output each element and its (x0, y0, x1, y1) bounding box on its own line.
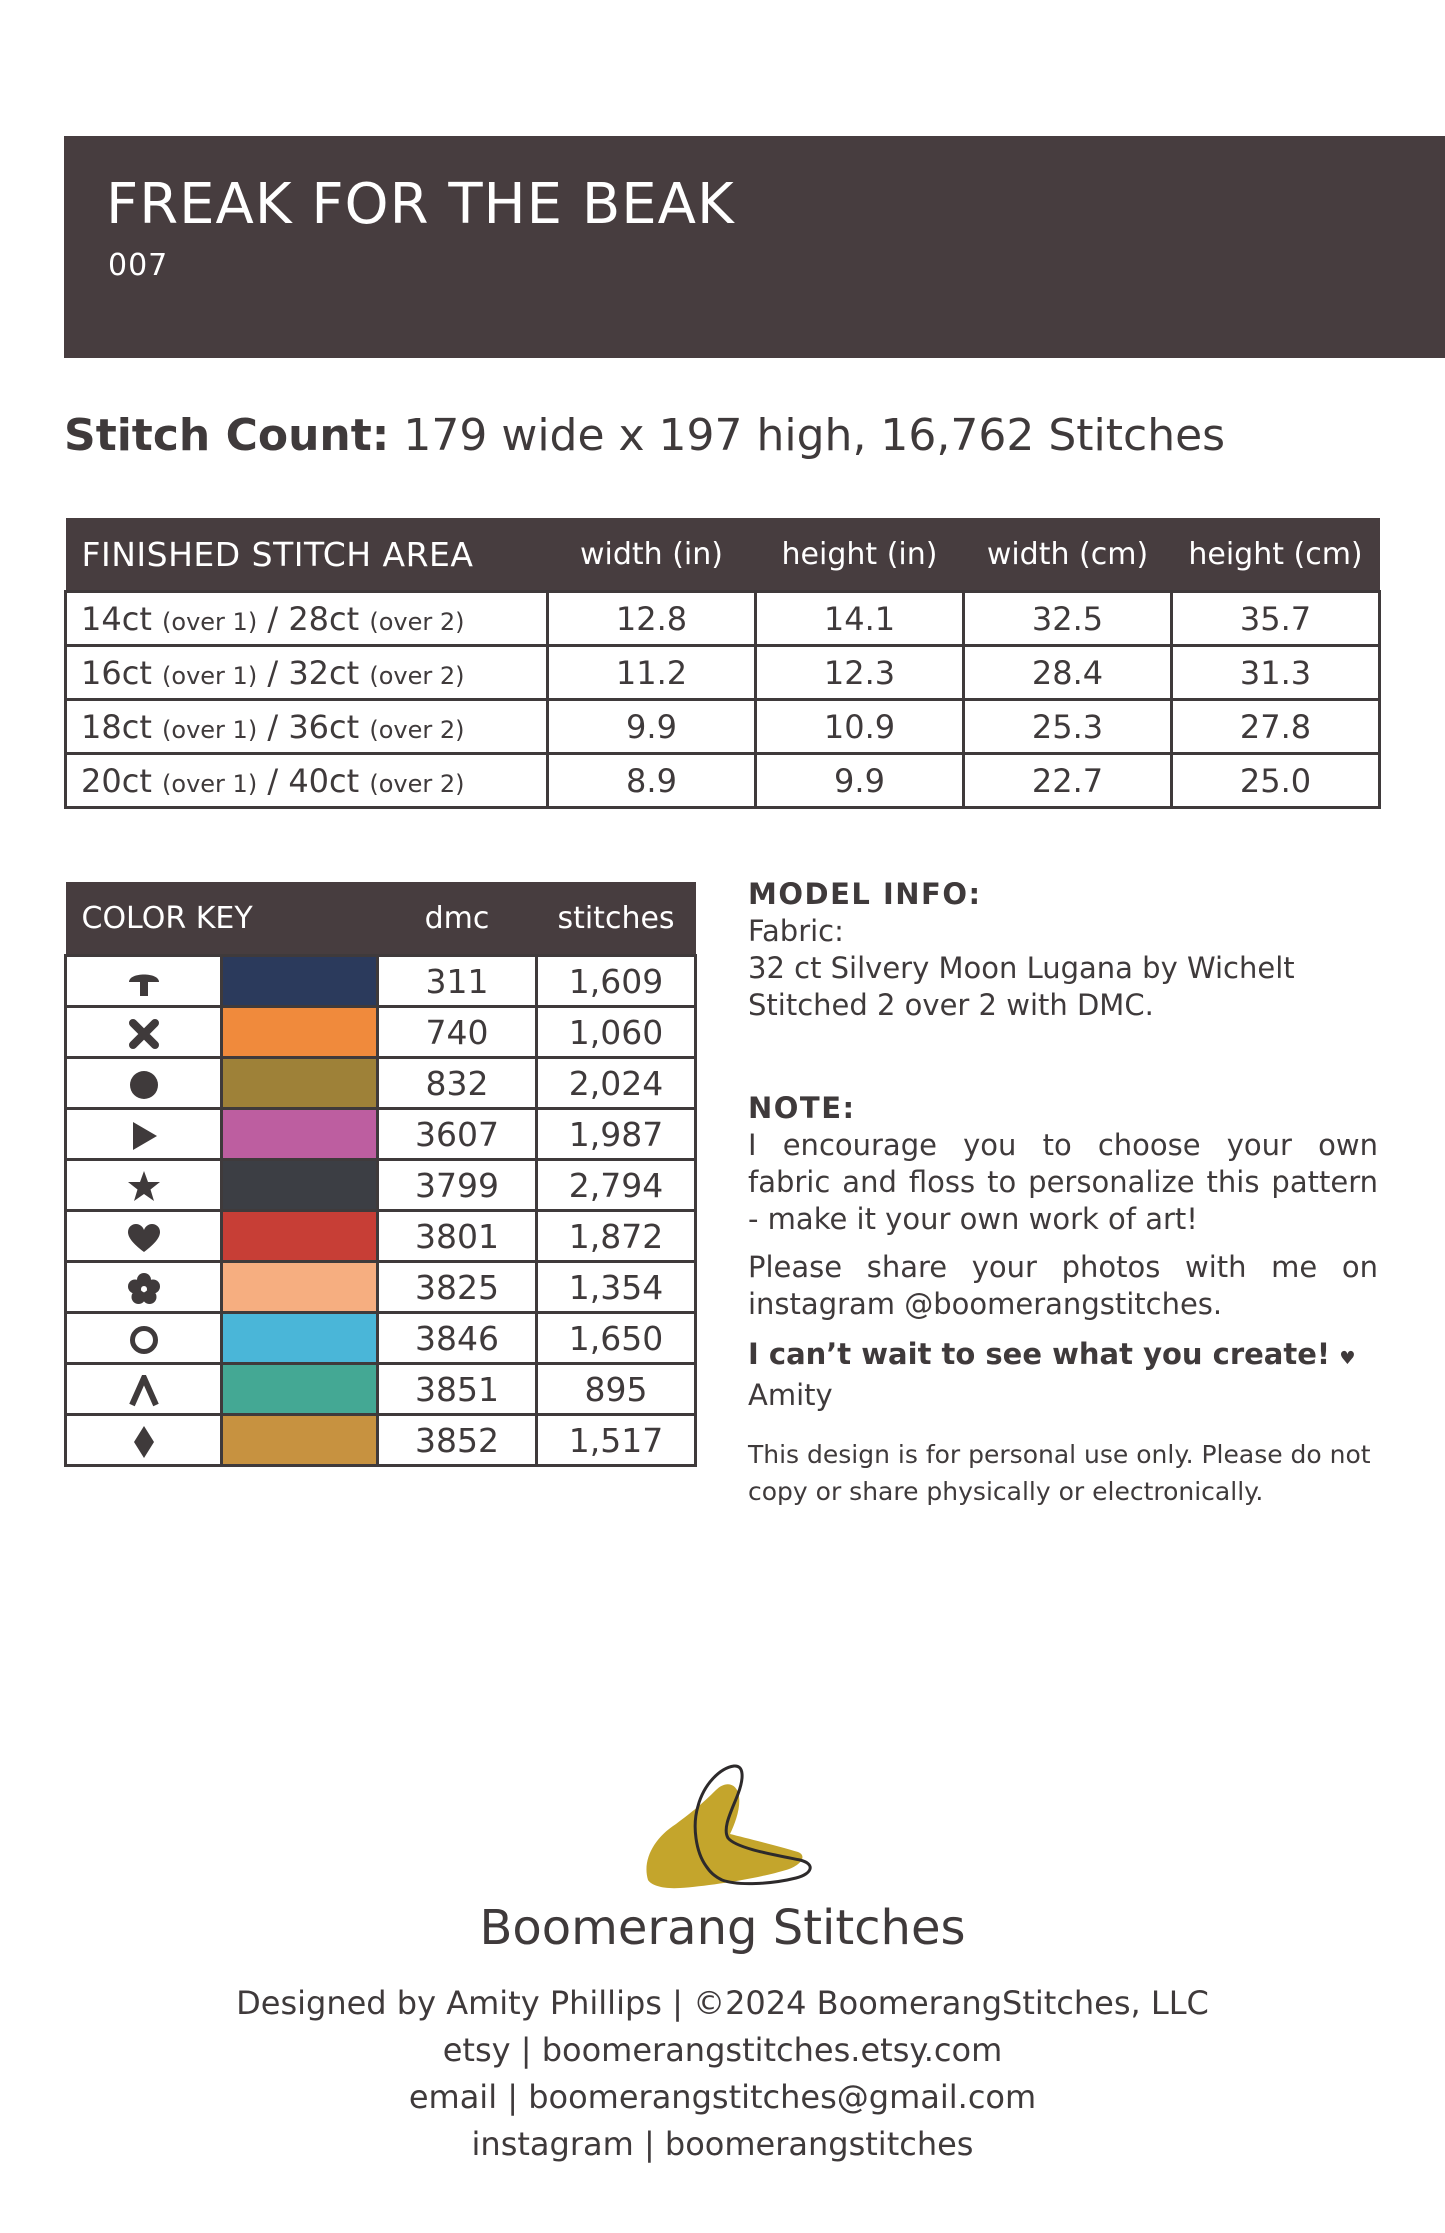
width-cm-cell: 28.4 (964, 646, 1172, 700)
table-row (66, 1211, 696, 1262)
note-heading: NOTE: (748, 1091, 856, 1125)
disclaimer-line: This design is for personal use only. Please do not (748, 1440, 1371, 1469)
stitches-cell: 1,872 (537, 1211, 696, 1262)
usage-disclaimer (748, 1436, 1388, 1510)
fabric-count-cell (66, 700, 548, 754)
stitches-cell: 2,024 (537, 1058, 696, 1109)
table-row (66, 1007, 696, 1058)
count-over-2: 28ct (288, 599, 360, 638)
finished-stitch-area-table (64, 518, 1381, 809)
pattern-code: 007 (108, 248, 169, 283)
credits (0, 1980, 1445, 2168)
model-info-line: Stitched 2 over 2 with DMC. (748, 988, 1154, 1022)
brand-name: Boomerang Stitches (479, 1900, 966, 1956)
over-1-label: (over 1) (162, 607, 258, 636)
over-2-label: (over 2) (369, 715, 465, 744)
dmc-cell: 3825 (378, 1262, 537, 1313)
cross-icon (128, 1018, 160, 1050)
width-in-cell: 11.2 (548, 646, 756, 700)
swatch-cell (222, 1007, 378, 1058)
dmc-cell: 3607 (378, 1109, 537, 1160)
circle-icon (128, 1069, 160, 1101)
column-header: width (in) (548, 518, 756, 592)
dmc-cell: 3852 (378, 1415, 537, 1466)
color-swatch (223, 1263, 376, 1311)
disclaimer-line: copy or share physically or electronically. (748, 1477, 1264, 1506)
title-banner (64, 136, 1445, 358)
fabric-count-cell (66, 592, 548, 646)
note-paragraph-3 (748, 1336, 1378, 1414)
height-cm-cell: 31.3 (1172, 646, 1380, 700)
table-row (66, 1415, 696, 1466)
note-line: Please share your photos with me on (748, 1250, 1378, 1284)
stitches-cell: 895 (537, 1364, 696, 1415)
table-row (66, 956, 696, 1007)
color-swatch (223, 1416, 376, 1464)
note-line: instagram @boomerangstitches. (748, 1287, 1223, 1321)
model-info-heading: MODEL INFO: (748, 877, 982, 911)
color-swatch (223, 957, 376, 1005)
model-info-line: 32 ct Silvery Moon Lugana by Wichelt (748, 951, 1295, 985)
count-over-1: 14ct (81, 599, 152, 638)
symbol-cell (66, 1415, 222, 1466)
height-cm-cell: 25.0 (1172, 754, 1380, 808)
table-header-row (66, 882, 696, 956)
swatch-cell (222, 1262, 378, 1313)
width-cm-cell: 32.5 (964, 592, 1172, 646)
dmc-cell: 3846 (378, 1313, 537, 1364)
table-header-row (66, 518, 1380, 592)
symbol-cell (66, 1211, 222, 1262)
width-cm-cell: 22.7 (964, 754, 1172, 808)
table-row (66, 1313, 696, 1364)
diamond-icon (132, 1425, 156, 1459)
column-header: height (in) (756, 518, 964, 592)
symbol-cell (66, 956, 222, 1007)
stitches-cell: 2,794 (537, 1160, 696, 1211)
swatch-cell (222, 1160, 378, 1211)
table-row (66, 1262, 696, 1313)
over-2-label: (over 2) (369, 661, 465, 690)
fabric-count-cell (66, 754, 548, 808)
triangle-right-icon (129, 1120, 159, 1152)
designer-credit: Designed by Amity Phillips | ©2024 BoomerangStitches, LLC (236, 1984, 1209, 2022)
column-header: dmc (378, 882, 537, 956)
column-header: stitches (537, 882, 696, 956)
color-swatch (223, 1365, 376, 1413)
table-row (66, 1109, 696, 1160)
dmc-cell: 3801 (378, 1211, 537, 1262)
color-swatch (223, 1059, 376, 1107)
symbol-cell (66, 1262, 222, 1313)
swatch-cell (222, 956, 378, 1007)
stitches-cell: 1,609 (537, 956, 696, 1007)
table-row (66, 1160, 696, 1211)
dmc-cell: 311 (378, 956, 537, 1007)
dmc-cell: 832 (378, 1058, 537, 1109)
height-in-cell: 10.9 (756, 700, 964, 754)
stitches-cell: 1,060 (537, 1007, 696, 1058)
color-key-table (64, 882, 697, 1467)
color-swatch (223, 1161, 376, 1209)
star-icon (127, 1170, 161, 1204)
table-row (66, 1058, 696, 1109)
fabric-count-cell (66, 646, 548, 700)
stitches-cell: 1,650 (537, 1313, 696, 1364)
height-in-cell: 14.1 (756, 592, 964, 646)
separator: / (267, 653, 279, 692)
dmc-cell: 3851 (378, 1364, 537, 1415)
note-closing: I can’t wait to see what you create! (748, 1337, 1331, 1371)
symbol-cell (66, 1364, 222, 1415)
over-1-label: (over 1) (162, 661, 258, 690)
count-over-2: 40ct (288, 761, 360, 800)
color-swatch (223, 1110, 376, 1158)
flower-icon (128, 1273, 160, 1305)
model-info (748, 876, 1378, 1024)
dmc-cell: 740 (378, 1007, 537, 1058)
pattern-title: FREAK FOR THE BEAK (106, 172, 735, 237)
symbol-cell (66, 1160, 222, 1211)
height-in-cell: 9.9 (756, 754, 964, 808)
stitches-cell: 1,354 (537, 1262, 696, 1313)
note-line: - make it your own work of art! (748, 1202, 1198, 1236)
table-row (66, 700, 1380, 754)
note-line: I encourage you to choose your own (748, 1128, 1378, 1162)
email-link[interactable]: email | boomerangstitches@gmail.com (408, 2078, 1037, 2116)
swatch-cell (222, 1109, 378, 1160)
swatch-cell (222, 1364, 378, 1415)
separator: / (267, 599, 279, 638)
separator: / (267, 761, 279, 800)
note-paragraph-2 (748, 1249, 1378, 1323)
count-over-1: 18ct (81, 707, 152, 746)
symbol-cell (66, 1109, 222, 1160)
stitch-count-value: 179 wide x 197 high, 16,762 Stitches (403, 410, 1226, 461)
note-signature: Amity (748, 1378, 833, 1412)
table-row (66, 646, 1380, 700)
column-header: COLOR KEY (66, 882, 378, 956)
column-header: width (cm) (964, 518, 1172, 592)
height-cm-cell: 27.8 (1172, 700, 1380, 754)
table-row (66, 1364, 696, 1415)
column-header: height (cm) (1172, 518, 1380, 592)
note-paragraph-1 (748, 1127, 1378, 1238)
color-swatch (223, 1212, 376, 1260)
height-in-cell: 12.3 (756, 646, 964, 700)
symbol-cell (66, 1007, 222, 1058)
count-over-1: 20ct (81, 761, 152, 800)
swatch-cell (222, 1211, 378, 1262)
over-1-label: (over 1) (162, 769, 258, 798)
width-in-cell: 8.9 (548, 754, 756, 808)
over-2-label: (over 2) (369, 769, 465, 798)
swatch-cell (222, 1313, 378, 1364)
instagram-link[interactable]: instagram | boomerangstitches (471, 2125, 974, 2163)
etsy-link[interactable]: etsy | boomerangstitches.etsy.com (442, 2031, 1003, 2069)
over-2-label: (over 2) (369, 607, 465, 636)
swatch-cell (222, 1415, 378, 1466)
width-in-cell: 9.9 (548, 700, 756, 754)
stitches-cell: 1,987 (537, 1109, 696, 1160)
count-over-2: 32ct (288, 653, 360, 692)
note-line: fabric and floss to personalize this pattern (748, 1165, 1378, 1199)
width-cm-cell: 25.3 (964, 700, 1172, 754)
height-cm-cell: 35.7 (1172, 592, 1380, 646)
color-swatch (223, 1008, 376, 1056)
note-section (748, 1090, 1378, 1414)
count-over-1: 16ct (81, 653, 152, 692)
over-1-label: (over 1) (162, 715, 258, 744)
count-over-2: 36ct (288, 707, 360, 746)
dmc-cell: 3799 (378, 1160, 537, 1211)
table-row (66, 592, 1380, 646)
heart-icon: ♥ (1339, 1348, 1356, 1369)
column-header: FINISHED STITCH AREA (66, 518, 548, 592)
mushroom-icon (127, 968, 161, 998)
ring-icon (128, 1324, 160, 1356)
heart-icon (127, 1223, 161, 1253)
stitch-count (64, 410, 1225, 461)
swatch-cell (222, 1058, 378, 1109)
symbol-cell (66, 1058, 222, 1109)
width-in-cell: 12.8 (548, 592, 756, 646)
symbol-cell (66, 1313, 222, 1364)
stitches-cell: 1,517 (537, 1415, 696, 1466)
color-swatch (223, 1314, 376, 1362)
stitch-count-label: Stitch Count: (64, 410, 390, 461)
separator: / (267, 707, 279, 746)
table-row (66, 754, 1380, 808)
model-info-line: Fabric: (748, 914, 844, 948)
boomerang-logo-icon (640, 1760, 820, 1900)
lambda-icon (128, 1375, 160, 1407)
